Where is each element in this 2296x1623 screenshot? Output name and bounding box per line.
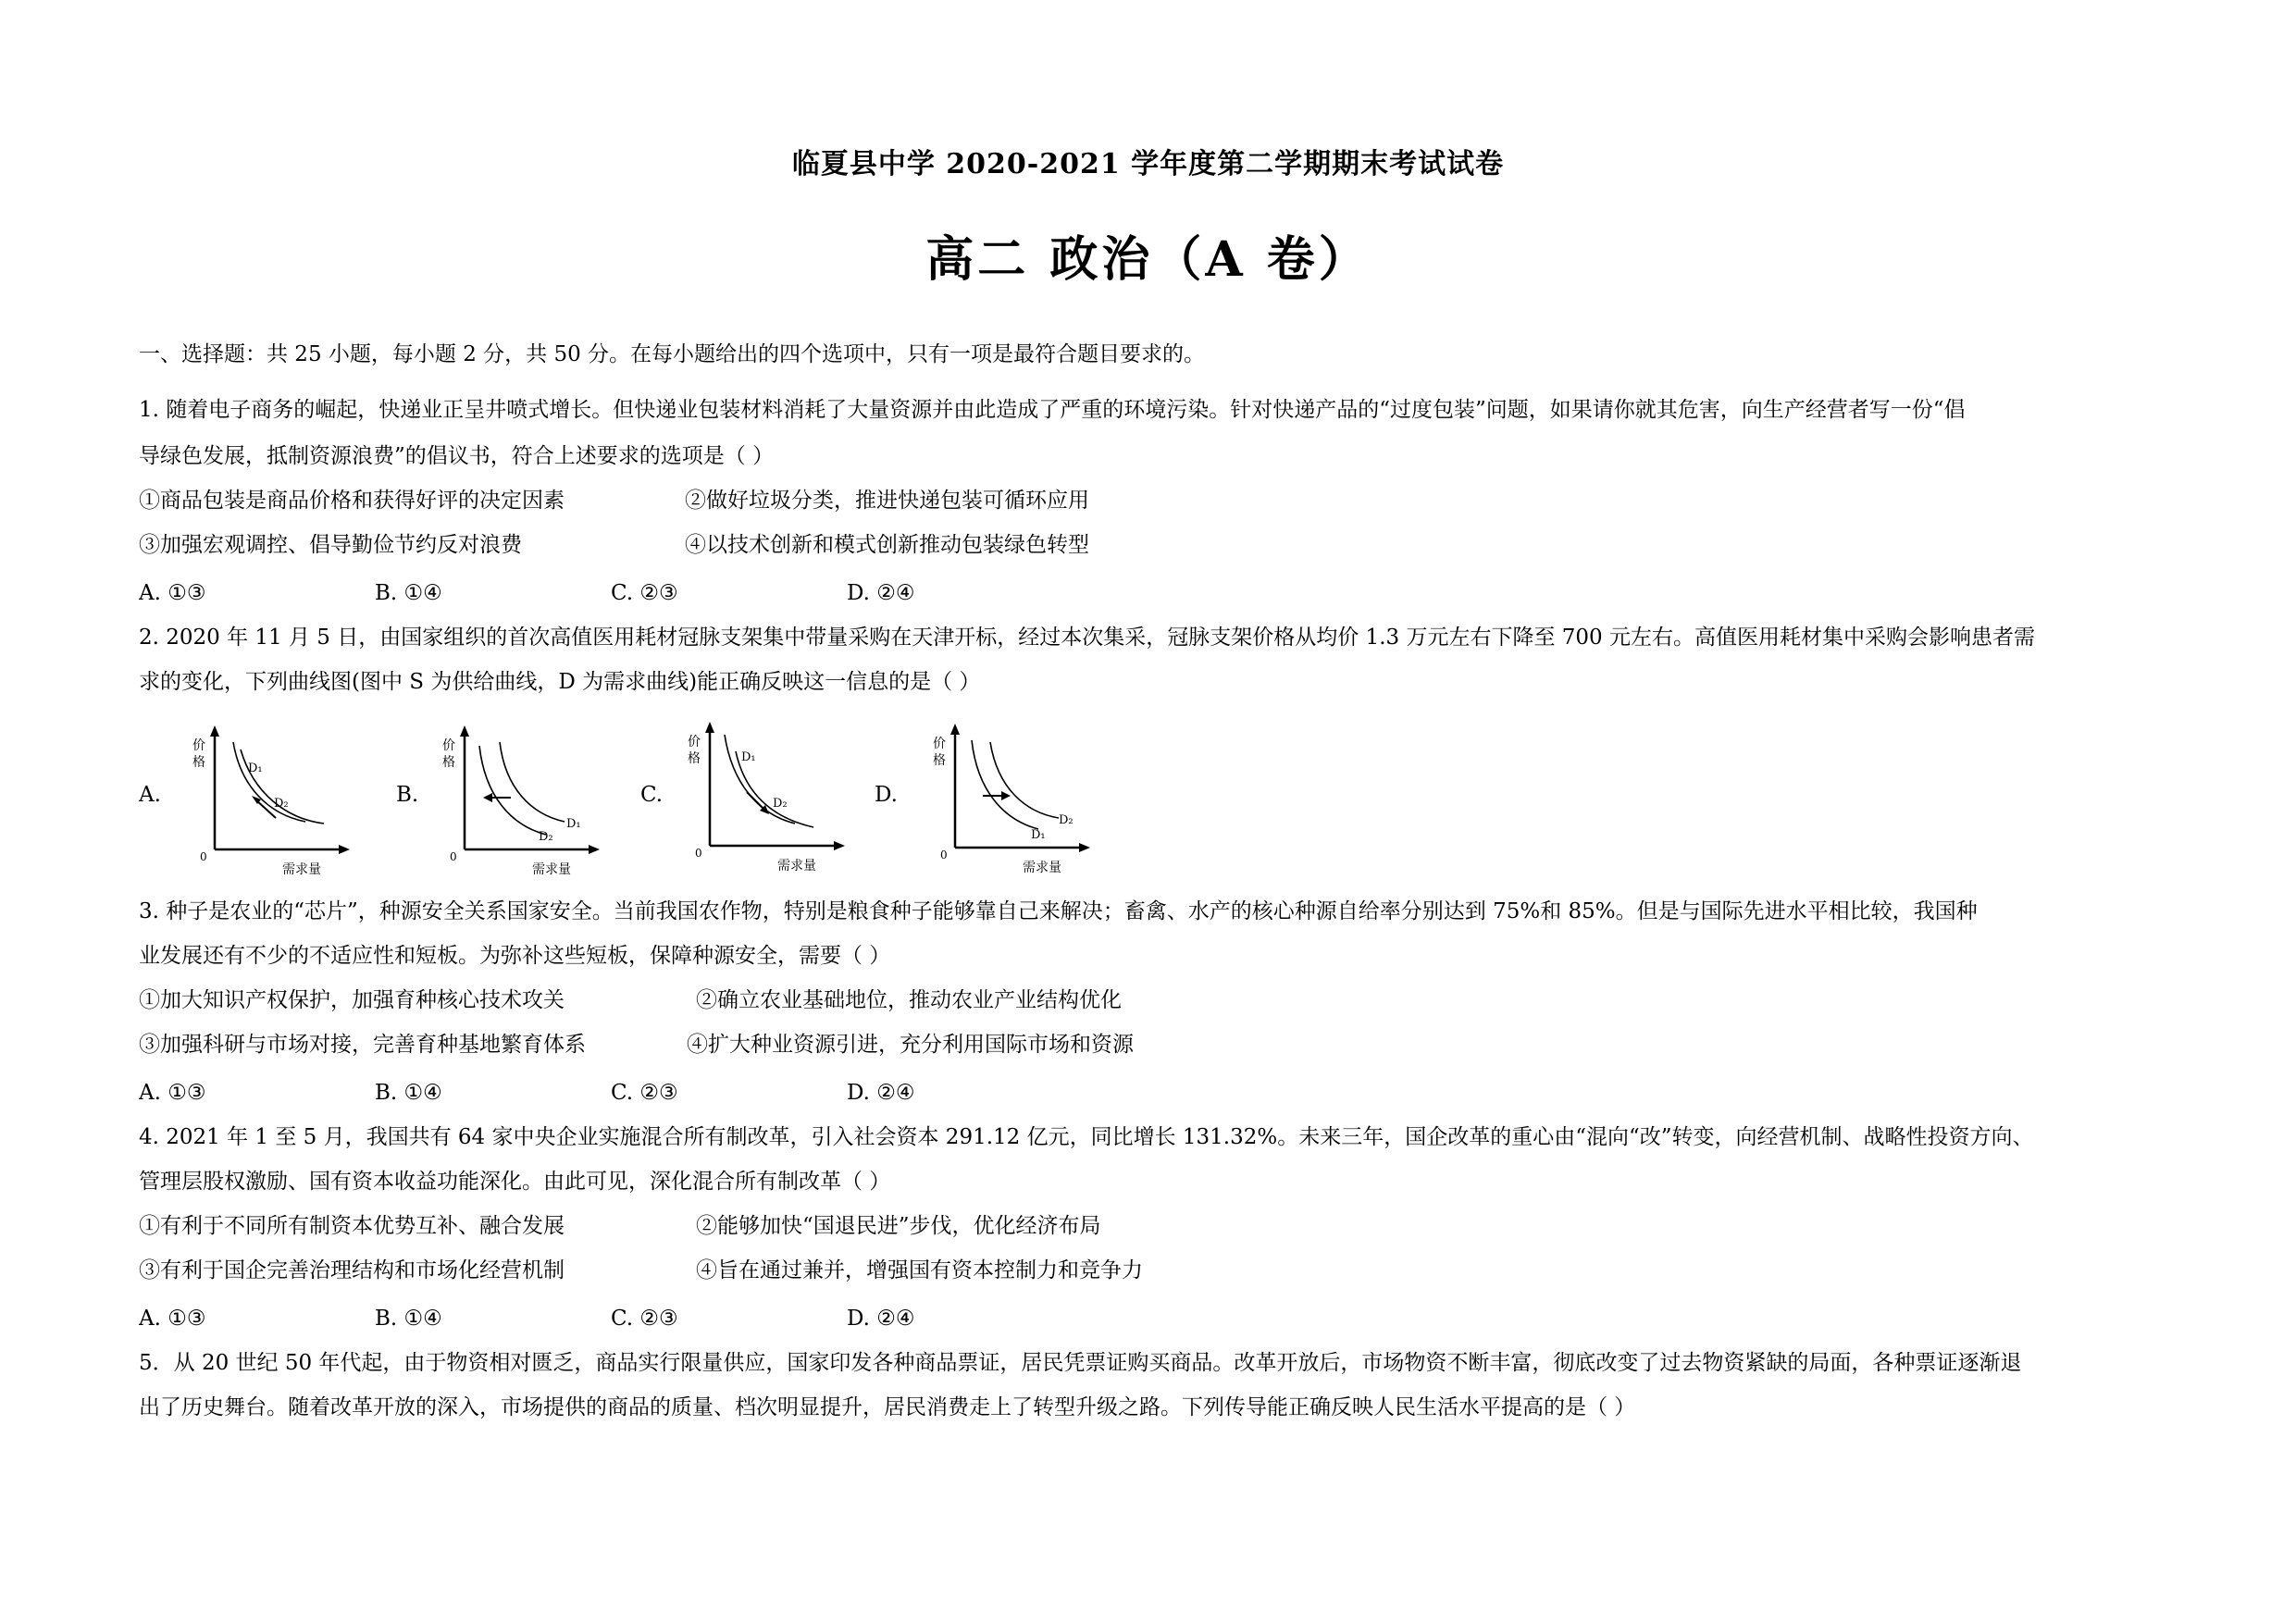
q2-graph-d-origin: 0	[940, 849, 948, 861]
q2-graph-a-curve-1	[233, 742, 305, 822]
q2-stem-line-2: 求的变化，下列曲线图(图中 S 为供给曲线，D 为需求曲线)能正确反映这一信息的是（ ）	[139, 670, 981, 694]
q1-choice-c: C. ②③	[611, 581, 678, 605]
q2-graph-a-x-axis: 需求量	[282, 862, 321, 877]
q2-graph-d-y-axis-1: 价	[933, 737, 946, 751]
q2-graph-c-x-axis: 需求量	[777, 859, 816, 873]
q2-graph-a-y-axis-2: 格	[192, 755, 205, 770]
q2-graph-b-origin: 0	[450, 850, 457, 863]
q3-statement-3: ③加强科研与市场对接，完善育种基地繁育体系	[139, 1033, 586, 1057]
q4-choice-b: B. ①④	[375, 1307, 442, 1331]
q1-stem-line-2: 导绿色发展，抵制资源浪费”的倡议书，符合上述要求的选项是（ ）	[139, 444, 775, 468]
q2-graph-b-curve-label-2: D₂	[539, 830, 553, 844]
section-instructions: 一、选择题：共 25 小题，每小题 2 分，共 50 分。在每小题给出的四个选项中，只有一项是最符合题目要求的。	[139, 342, 1206, 366]
q3-choice-b: B. ①④	[375, 1081, 442, 1105]
q2-graph-b-curve-2	[500, 742, 565, 822]
q2-graph-d-y-axis-2: 格	[933, 753, 946, 768]
q1-choice-a: A. ①③	[139, 581, 206, 605]
q2-graph-c-origin: 0	[695, 847, 702, 860]
q1-stem-line-1: 1. 随着电子商务的崛起，快递业正呈井喷式增长。但快递业包装材料消耗了大量资源并由此造成了严重的环境污染。针对快递产品的“过度包装”问题，如果请你就其危害，向生产经营者写一份“倡	[139, 398, 1966, 422]
q4-choice-c: C. ②③	[611, 1307, 678, 1331]
q2-graph-d	[925, 720, 1092, 877]
q5-stem-line-1: 5．从 20 世纪 50 年代起，由于物资相对匮乏，商品实行限量供应，国家印发各种商品票证，居民凭票证购买商品。改革开放后，市场物资不断丰富，彻底改变了过去物资紧缺的局面，各种票证逐渐退	[139, 1351, 2022, 1375]
q1-statement-3: ③加强宏观调控、倡导勤俭节约反对浪费	[139, 533, 522, 557]
q4-statement-3: ③有利于国企完善治理结构和市场化经营机制	[139, 1258, 565, 1282]
q2-graph-d-label: D.	[875, 783, 898, 807]
q1-choice-d: D. ②④	[847, 581, 915, 605]
q3-choice-c: C. ②③	[611, 1081, 678, 1105]
q1-statement-4: ④以技术创新和模式创新推动包装绿色转型	[685, 533, 1089, 557]
q3-choice-a: A. ①③	[139, 1081, 206, 1105]
q4-statement-4: ④旨在通过兼并，增强国有资本控制力和竞争力	[696, 1258, 1143, 1282]
q2-graph-d-curve-label-2: D₁	[1031, 828, 1046, 842]
q2-graph-b-x-axis: 需求量	[532, 862, 571, 877]
q2-graph-a	[185, 722, 352, 879]
q1-statement-1: ①商品包装是商品价格和获得好评的决定因素	[139, 489, 565, 513]
q1-choice-b: B. ①④	[375, 581, 442, 605]
q2-stem-line-1: 2. 2020 年 11 月 5 日，由国家组织的首次高值医用耗材冠脉支架集中带量采购在天津开标，经过本次集采，冠脉支架价格从均价 1.3 万元左右下降至 700 元左右。高值医用耗材集中采购会影响患者需	[139, 626, 2035, 650]
q4-choice-d: D. ②④	[847, 1307, 915, 1331]
q5-stem-line-2: 出了历史舞台。随着改革开放的深入，市场提供的商品的质量、档次明显提升，居民消费走上了转型升级之路。下列传导能正确反映人民生活水平提高的是（ ）	[139, 1395, 1636, 1419]
q2-graph-a-label: A.	[139, 783, 161, 807]
exam-title: 临夏县中学 2020-2021 学年度第二学期期末考试试卷	[791, 148, 1505, 180]
q2-graph-c-y-axis-1: 价	[688, 735, 701, 750]
q1-statement-2: ②做好垃圾分类，推进快递包装可循环应用	[685, 489, 1089, 513]
q3-statement-4: ④扩大种业资源引进，充分利用国际市场和资源	[687, 1033, 1134, 1057]
q4-statement-1: ①有利于不同所有制资本优势互补、融合发展	[139, 1214, 565, 1238]
q2-graph-a-curve-label-2: D₂	[274, 797, 289, 811]
q2-graph-b-y-axis-1: 价	[442, 738, 455, 753]
q2-graph-d-x-axis: 需求量	[1023, 861, 1061, 875]
q2-graph-b-curve-label-1: D₁	[566, 817, 581, 831]
q4-stem-line-2: 管理层股权激励、国有资本收益功能深化。由此可见，深化混合所有制改革（ ）	[139, 1170, 891, 1194]
q2-graph-d-curve-label-1: D₂	[1059, 813, 1074, 827]
q3-statement-1: ①加大知识产权保护，加强育种核心技术攻关	[139, 988, 565, 1012]
q3-choice-d: D. ②④	[847, 1081, 915, 1105]
subject-title: 高二 政治（A 卷）	[925, 231, 1371, 288]
q2-graph-a-curve-2	[241, 750, 324, 824]
q3-stem-line-1: 3. 种子是农业的“芯片”，种源安全关系国家安全。当前我国农作物，特别是粮食种子能够靠自己来解决；畜禽、水产的核心种源自给率分别达到 75%和 85%。但是与国际先进水平相比较，我国种	[139, 899, 1978, 923]
q2-graph-b-y-axis-2: 格	[442, 755, 455, 770]
q2-graph-b-curve-1	[479, 746, 546, 835]
q3-stem-line-2: 业发展还有不少的不适应性和短板。为弥补这些短板，保障种源安全，需要（ ）	[139, 944, 891, 968]
q4-choice-a: A. ①③	[139, 1307, 206, 1331]
q2-graph-a-curve-label-1: D₁	[248, 762, 263, 775]
q4-stem-line-1: 4. 2021 年 1 至 5 月，我国共有 64 家中央企业实施混合所有制改革，引入社会资本 291.12 亿元，同比增长 131.32%。未来三年，国企改革的重心由“混向“改”转变，向经营机制、战略性投资方向、	[139, 1125, 2034, 1149]
q2-graph-a-y-axis-1: 价	[192, 738, 205, 753]
q2-graph-c-curve-label-1: D₁	[741, 750, 756, 764]
q2-graph-c	[680, 718, 847, 875]
q2-graph-a-origin: 0	[200, 850, 207, 863]
q4-statement-2: ②能够加快“国退民进”步伐，优化经济布局	[696, 1214, 1101, 1238]
q2-graph-c-y-axis-2: 格	[688, 751, 701, 766]
q2-graph-c-label: C.	[640, 783, 664, 807]
q2-graph-c-curve-label-2: D₂	[773, 797, 788, 811]
q2-graph-d-curve-1	[972, 740, 1038, 829]
q3-statement-2: ②确立农业基础地位，推动农业产业结构优化	[696, 988, 1122, 1012]
q2-graph-b	[435, 722, 602, 879]
q2-graph-b-label: B.	[396, 783, 419, 807]
